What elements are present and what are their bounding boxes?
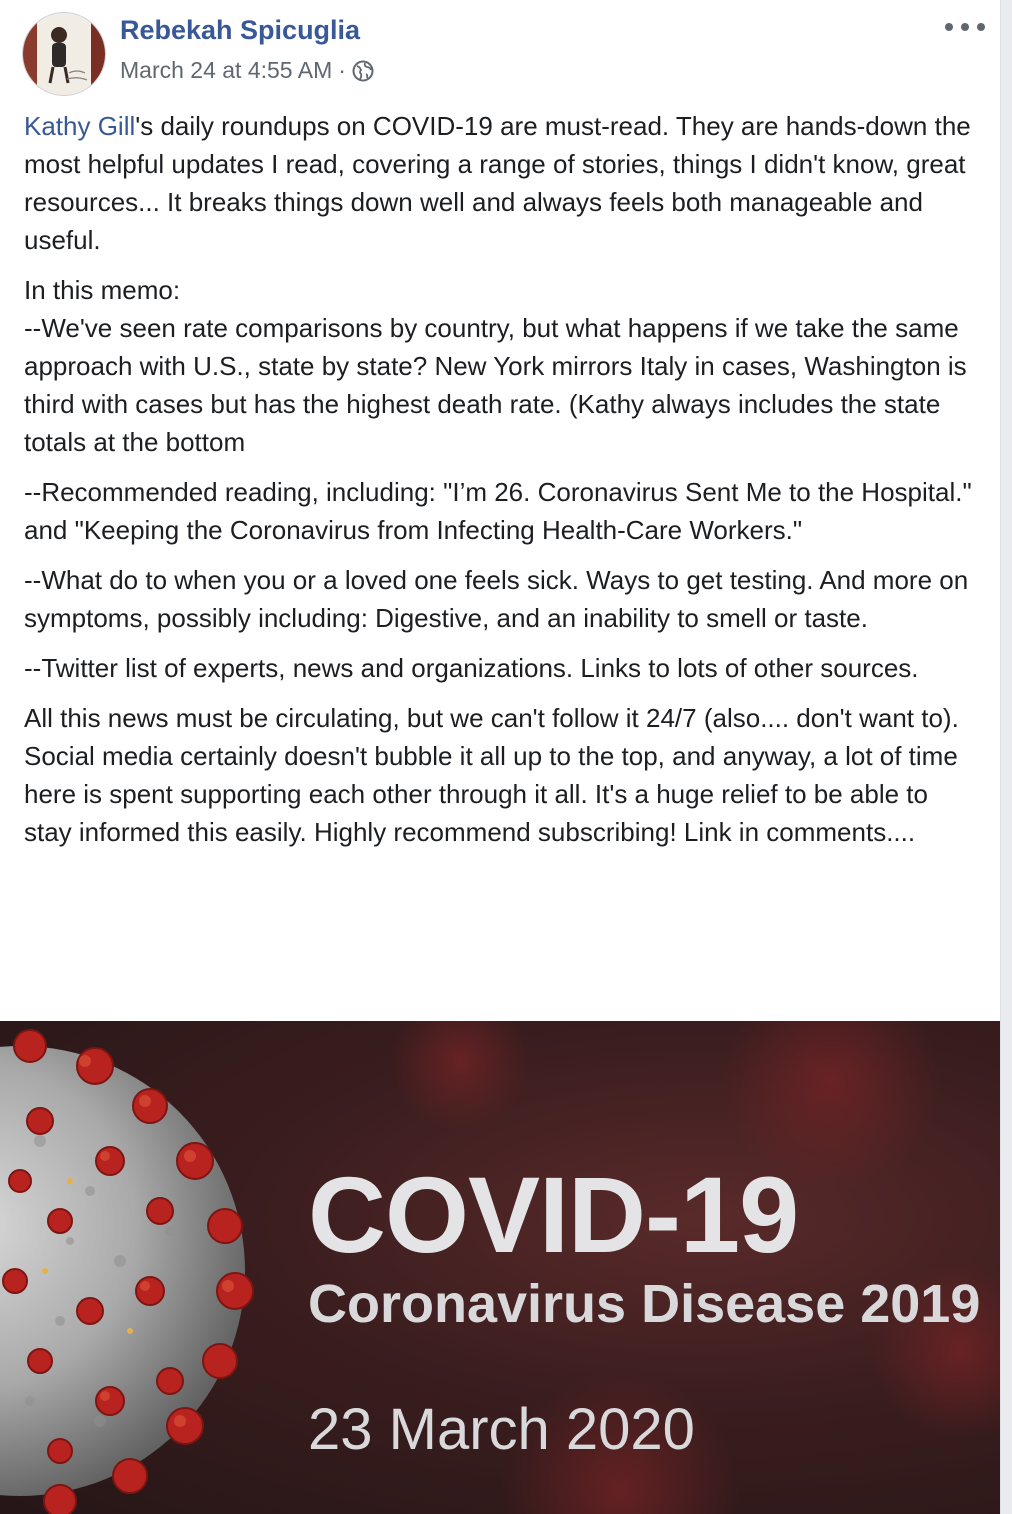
image-date: 23 March 2020: [308, 1397, 695, 1462]
meta-separator: ·: [338, 57, 346, 83]
post-timestamp[interactable]: March 24 at 4:55 AM: [120, 57, 333, 83]
author-avatar[interactable]: [22, 12, 106, 96]
avatar-image: [23, 13, 105, 95]
memo-item: --What do to when you or a loved one feels sick. Ways to get testing. And more on symptoms, possibly including: Digestive, and an inability to smell or taste.: [24, 565, 969, 633]
memo-block: [24, 271, 982, 461]
globe-icon[interactable]: [352, 60, 374, 82]
mention-link[interactable]: Kathy Gill: [24, 111, 136, 141]
image-title: COVID-19: [308, 1154, 799, 1275]
memo-item: --We've seen rate comparisons by country, but what happens if we take the same approach with U.S., state by state? New York mirrors Italy in cases, Washington is third with cases but has the highest death rate. (Kathy always includes the state totals at the bottom: [24, 313, 967, 457]
memo-item: --Twitter list of experts, news and organizations. Links to lots of other sources.: [24, 653, 919, 683]
post-meta: [120, 57, 374, 84]
more-options-icon[interactable]: [945, 14, 985, 40]
author-name[interactable]: Rebekah Spicuglia: [120, 15, 361, 45]
memo-item: --Recommended reading, including: "I’m 26. Coronavirus Sent Me to the Hospital." and "Keeping the Coronavirus from Infecting Health-Care Workers.": [24, 477, 972, 545]
closing-paragraph: All this news must be circulating, but we can't follow it 24/7 (also.... don't want to). Social media certainly doesn't bubble it all up to the top, and anyway, a lot of time here is spent supporting each other through it all. It's a huge relief to be able to stay informed this easily. Highly recommend subscribing! Link in comments....: [24, 703, 959, 847]
intro-paragraph: [24, 107, 982, 259]
post-image[interactable]: [0, 1021, 1000, 1514]
image-subtitle: Coronavirus Disease 2019: [308, 1274, 981, 1334]
memo-heading: In this memo:: [24, 275, 181, 305]
post-text: [24, 107, 982, 863]
intro-text: 's daily roundups on COVID-19 are must-read. They are hands-down the most helpful updates I read, covering a range of stories, things I didn't know, great resources... It breaks things down well and always feels both manageable and useful.: [24, 111, 971, 255]
